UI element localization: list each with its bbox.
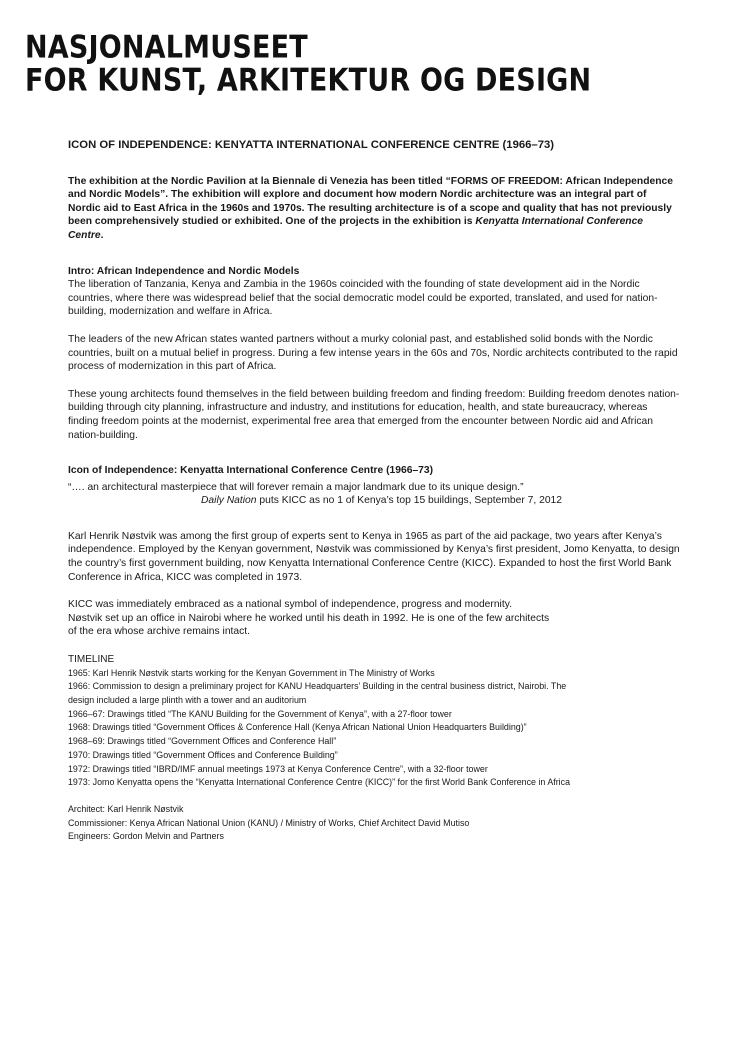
timeline-item: 1966: Commission to design a preliminary project for KANU Headquarters’ Building in the central business district, Nairobi. The [68, 681, 567, 692]
credit-architect: Architect: Karl Henrik Nøstvik [68, 803, 184, 814]
icon-paragraph-2 [68, 598, 680, 639]
source-detail: puts KICC as no 1 of Kenya’s top 15 buildings, September 7, 2012 [256, 495, 562, 507]
source-publication: Daily Nation [201, 495, 257, 507]
icon-paragraph-2-line-1: KICC was immediately embraced as a national symbol of independence, progress and modernity. [68, 599, 512, 611]
museum-logo [25, 28, 592, 99]
timeline-item: 1968–69: Drawings titled “Government Offices and Conference Hall” [68, 736, 337, 747]
document-title: ICON OF INDEPENDENCE: KENYATTA INTERNATIONAL CONFERENCE CENTRE (1966–73) [68, 139, 555, 151]
quote-source [68, 494, 680, 508]
intro-heading: Intro: African Independence and Nordic Models [68, 265, 300, 277]
icon-paragraph-2-line-2: Nøstvik set up an office in Nairobi where he worked until his death in 1992. He is one of the few architects [68, 612, 550, 624]
logo-line-1: NASJONALMUSEET [25, 28, 308, 66]
icon-paragraph-1: Karl Henrik Nøstvik was among the first group of experts sent to Kenya in 1965 as part of the aid package, two years after Kenya’s independence. Employed by the Kenyan government, Nøstvik was commissioned by Kenya’s first president, Jomo Kenyatta, to design the country’s first government building, now Kenyatta International Conference Centre (KICC). Expanded to host the first World Bank Conference in Africa, KICC was completed in 1973. [68, 530, 680, 583]
timeline-item: 1973: Jomo Kenyatta opens the “Kenyatta International Conference Centre (KICC)” for the first World Bank Conference in Africa [68, 777, 571, 788]
icon-paragraph-2-line-3: of the era whose archive remains intact. [68, 626, 251, 638]
lead-end: . [100, 229, 104, 241]
timeline-item: 1968: Drawings titled “Government Offices & Conference Hall (Kenya African National Union Headquarters Building)” [68, 722, 527, 733]
intro-paragraph-1: The liberation of Tanzania, Kenya and Zambia in the 1960s coincided with the founding of state development aid in the Nordic countries, where there was widespread belief that the social democratic model could be exported, translated, and used for nation-building, modernization and welfare in Africa. [68, 279, 658, 318]
timeline-item: 1970: Drawings titled “Government Offices and Conference Building” [68, 749, 338, 760]
credit-commissioner: Commissioner: Kenya African National Union (KANU) / Ministry of Works, Chief Architect David Mutiso [68, 817, 470, 828]
timeline-item: design included a large plinth with a tower and an auditorium [68, 695, 307, 706]
lead-text: The exhibition at the Nordic Pavilion at la Biennale di Venezia has been titled “FORMS OF FREEDOM: African Independence and Nordic Models”. The exhibition will explore and document how modern Nordic architecture was an integral part of Nordic aid to East Africa in the 1960s and 1970s. The resulting architecture is of a scope and quality that has not previously been comprehensively studied or exhibited. One of the projects in the exhibition is [68, 175, 673, 228]
intro-paragraph-2: The leaders of the new African states wanted partners without a murky colonial past, and established solid bonds with the Nordic countries, built on a mutual belief in progress. During a few intense years in the 60s and 70s, Nordic architects contributed to the rapid process of modernization in this part of Africa. [68, 333, 678, 373]
timeline-item: 1966–67: Drawings titled “The KANU Building for the Government of Kenya”, with a 27-floor tower [68, 708, 452, 719]
logo-line-2: FOR KUNST, ARKITEKTUR OG DESIGN [25, 61, 592, 99]
lead-paragraph [68, 175, 680, 243]
timeline-heading: TIMELINE [68, 654, 115, 666]
credit-engineers: Engineers: Gordon Melvin and Partners [68, 831, 224, 842]
timeline-item: 1972: Drawings titled “IBRD/IMF annual meetings 1973 at Kenya Conference Centre”, with a 32-floor tower [68, 763, 488, 774]
press-release-body [68, 139, 680, 844]
icon-heading: Icon of Independence: Kenyatta International Conference Centre (1966–73) [68, 465, 434, 477]
quote: “…. an architectural masterpiece that will forever remain a major landmark due to its unique design.” [68, 481, 524, 493]
timeline-list [68, 667, 680, 790]
lead-italic: Kenyatta International Conference Centre [68, 216, 644, 241]
intro-paragraph-3: These young architects found themselves in the field between building freedom and finding freedom: Building freedom denotes nation-building through city planning, infrastructure and industry, and institutions for education, health, and state bureaucracy, whereas finding freedom points at the modernist, experimental free area that emerged from the encounter between Nordic aid and African nation-building. [68, 388, 680, 441]
credits [68, 803, 680, 844]
timeline-item: 1965: Karl Henrik Nøstvik starts working for the Kenyan Government in The Ministry of Works [68, 667, 435, 678]
